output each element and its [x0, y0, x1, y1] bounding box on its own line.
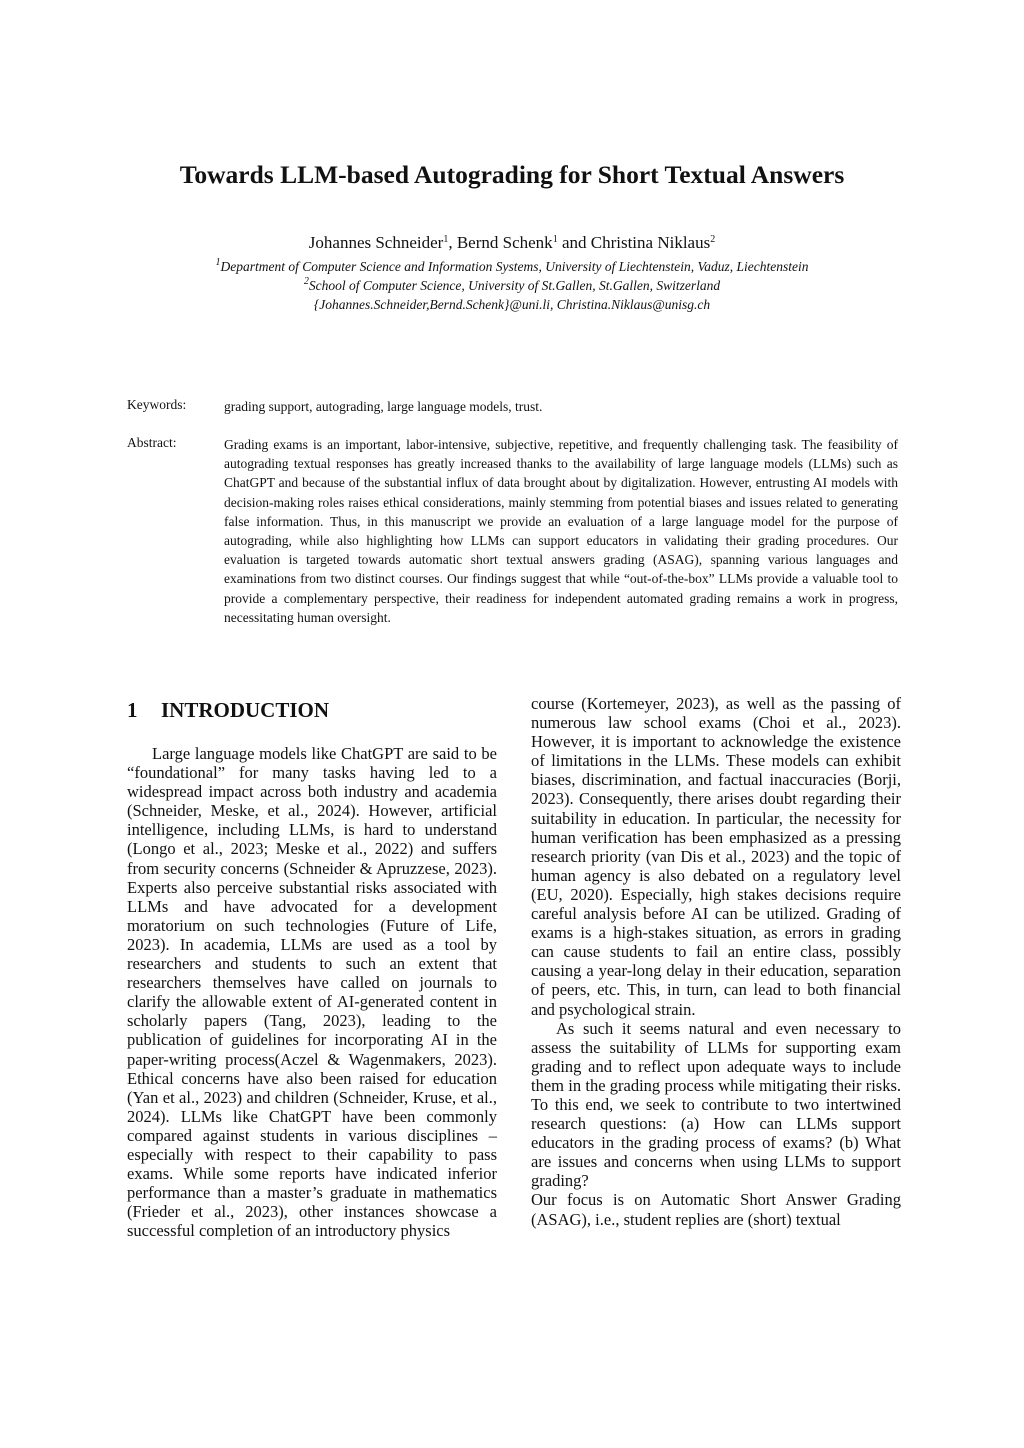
section-heading: [127, 694, 497, 722]
affiliation-sup: 2: [303, 276, 309, 287]
body-paragraph: As such it seems natural and even necessary to assess the suitability of LLMs for supporting exam grading and to reflect upon adequate ways to include them in the grading process while mitigating their risks. To this end, we seek to contribute to two intertwined research questions: (a) How can LLMs support educators in the grading process of exams? (b) What are issues and concerns when using LLMs to support grading?: [531, 1018, 901, 1191]
author-name: Johannes Schneider: [308, 233, 444, 252]
author-affil-sup: 1: [552, 234, 558, 245]
author-separator: and: [557, 233, 591, 252]
author-separator: ,: [448, 233, 457, 252]
author-name: Bernd Schenk: [456, 233, 553, 252]
body-paragraph: course (Kortemeyer, 2023), as well as the passing of numerous law school exams (Choi et al., 2023). However, it is important to acknowledge the existence of limitations in the LLMs. These models can exhibit biases, discrimination, and factual inaccuracies (Borji, 2023). Consequently, there arises doubt regarding their suitability in education. In particular, the necessity for human verification has been emphasized as a pressing research priority (van Dis et al., 2023) and the topic of human agency is also debated on a regulatory level (EU, 2020). Especially, high stakes decisions require careful analysis before AI can be utilized. Grading of exams is a high-stakes situation, as errors in grading can cause students to fail an entire class, possibly causing a year-long delay in their education, separation of peers, etc. This, in turn, can lead to both financial and psychological strain.: [531, 694, 901, 1019]
paper-title: Towards LLM-based Autograding for Short Textual Answers: [179, 160, 845, 189]
abstract-label: Abstract:: [127, 435, 177, 450]
author-affil-sup: 1: [443, 234, 449, 245]
section-number: 1: [127, 698, 138, 722]
body-paragraph: Our focus is on Automatic Short Answer Grading (ASAG), i.e., student replies are (short) textual: [531, 1190, 901, 1229]
section-title: INTRODUCTION: [161, 698, 330, 722]
affiliation-2: [0, 276, 1024, 295]
body-paragraph: Large language models like ChatGPT are said to be “foundational” for many tasks having led to a widespread impact across both industry and academia (Schneider, Meske, et al., 2024). However, artificial intelligence, including LLMs, is hard to understand (Longo et al., 2023; Meske et al., 2022) and suffers from security concerns (Schneider & Apruzzese, 2023). Experts also perceive substantial risks associated with LLMs and have advocated for a development moratorium on such technologies (Future of Life, 2023). In academia, LLMs are used as a tool by researchers and students to such an extent that researchers themselves have called on journals to clarify the allowable extent of AI-generated content in scholarly papers (Tang, 2023), leading to the publication of guidelines for incorporating AI in the paper-writing process(Aczel & Wagenmakers, 2023). Ethical concerns have also been raised for education (Yan et al., 2023) and children (Schneider, Kruse, et al., 2024). LLMs like ChatGPT have been commonly compared against students in various disciplines – especially with respect to their capability to pass exams. While some reports have indicated inferior performance than a master’s graduate in mathematics (Frieder et al., 2023), other instances showcase a successful completion of an introductory physics: [127, 744, 497, 1241]
author-list: [0, 233, 1024, 253]
left-column: [127, 694, 497, 1240]
author-affil-sup: 2: [710, 234, 716, 245]
affiliation-sup: 1: [215, 257, 221, 268]
abstract-text: Grading exams is an important, labor-intensive, subjective, repetitive, and frequently challenging task. The feasibility of autograding textual responses has greatly increased thanks to the availability of large language models (LLMs) such as ChatGPT and because of the substantial influx of data brought about by digitalization. However, entrusting AI models with decision-making roles raises ethical considerations, mainly stemming from potential biases and issues related to generating false information. Thus, in this manuscript we provide an evaluation of a large language model for the purpose of autograding, while also highlighting how LLMs can support educators in validating their grading procedures. Our evaluation is targeted towards automatic short textual answers grading (ASAG), spanning various languages and examinations from two distinct courses. Our findings suggest that while “out-of-the-box” LLMs provide a valuable tool to provide a complementary perspective, their readiness for independent automated grading remains a work in progress, necessitating human oversight.: [224, 437, 898, 625]
affiliation-text: Department of Computer Science and Information Systems, University of Liechtenstein, Vaduz, Liechtenstein: [220, 259, 809, 274]
affiliation-1: [0, 257, 1024, 276]
author-name: Christina Niklaus: [590, 233, 711, 252]
right-column: [531, 694, 901, 1229]
keywords-label: Keywords:: [127, 397, 187, 412]
keywords-text: grading support, autograding, large language models, trust.: [224, 399, 543, 414]
affiliation-text: School of Computer Science, University of St.Gallen, St.Gallen, Switzerland: [308, 278, 721, 293]
author-emails: {Johannes.Schneider,Bernd.Schenk}@uni.li, Christina.Niklaus@unisg.ch: [313, 297, 711, 312]
